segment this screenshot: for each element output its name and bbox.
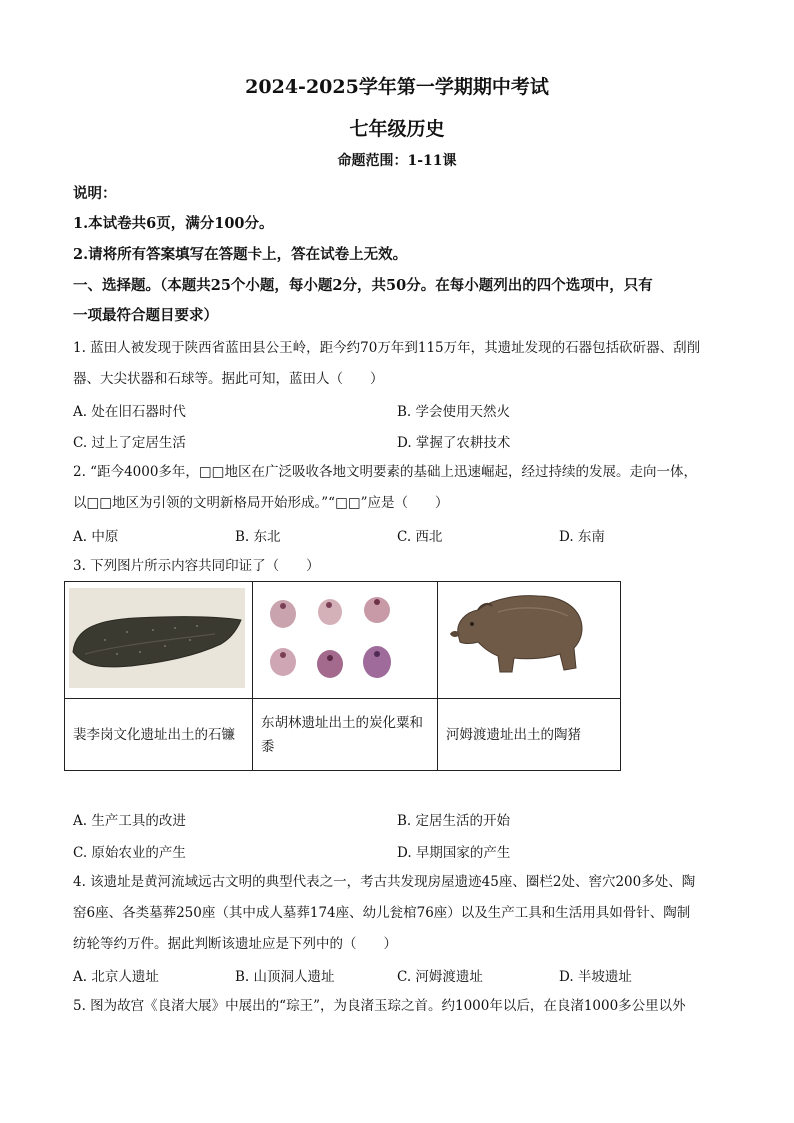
q4-stem-cont-2: 纺轮等约万件。据此判断该遗址应是下列中的（ ） (73, 936, 397, 952)
q1-option-b[interactable]: B. 学会使用天然火 (397, 404, 511, 420)
q3-stem: 3. 下列图片所示内容共同印证了（ ） (73, 558, 320, 574)
q2-stem-cont: 以□□地区为引领的文明新格局开始形成。”“□□”应是（ ） (73, 495, 449, 511)
stone-sickle-icon (65, 582, 251, 694)
q2-option-a[interactable]: A. 中原 (73, 529, 119, 545)
exam-subtitle: 七年级历史 (349, 118, 445, 140)
note-2: 2.请将所有答案填写在答题卡上，答在试卷上无效。 (73, 246, 408, 263)
q3-option-d[interactable]: D. 早期国家的产生 (397, 845, 511, 861)
q4-option-c[interactable]: C. 河姆渡遗址 (397, 969, 483, 985)
q3-option-c[interactable]: C. 原始农业的产生 (73, 845, 186, 861)
q1-option-c[interactable]: C. 过上了定居生活 (73, 435, 186, 451)
q4-option-d[interactable]: D. 半坡遗址 (559, 969, 632, 985)
stone-sickle-image (65, 582, 253, 699)
q5-stem: 5. 图为故宫《良渚大展》中展出的“琮王”，为良渚玉琮之首。约1000年以后，在良渚1000多公里以外 (73, 998, 686, 1014)
exam-title: 2024-2025学年第一学期期中考试 (245, 76, 549, 98)
pottery-pig-icon (438, 582, 619, 694)
q3-option-b[interactable]: B. 定居生活的开始 (397, 813, 511, 829)
notes-label: 说明： (73, 185, 117, 202)
q1-stem-cont: 器、大尖状器和石球等。据此可知，蓝田人（ ） (73, 371, 384, 387)
q3-option-a[interactable]: A. 生产工具的改进 (73, 813, 186, 829)
exam-scope: 命题范围：1-11课 (337, 153, 457, 169)
q4-option-a[interactable]: A. 北京人遗址 (73, 969, 159, 985)
q2-option-d[interactable]: D. 东南 (559, 529, 605, 545)
q4-stem-cont-1: 窑6座、各类墓葬250座（其中成人墓葬174座、幼儿瓮棺76座）以及生产工具和生活用具如骨针、陶制 (73, 905, 691, 921)
section-1-heading-cont: 一项最符合题目要求） (73, 307, 218, 324)
q2-option-b[interactable]: B. 东北 (235, 529, 281, 545)
q1-stem: 1. 蓝田人被发现于陕西省蓝田县公王岭，距今约70万年到115万年，其遗址发现的石器包括砍斫器、刮削 (73, 340, 701, 356)
stone-sickle-caption: 裴李岗文化遗址出土的石镰 (65, 699, 253, 771)
grain-seeds-icon (253, 582, 436, 694)
q2-stem: 2. “距今4000多年，□□地区在广泛吸收各地文明要素的基础上迅速崛起，经过持续的发展。走向一体， (73, 464, 697, 480)
pottery-pig-caption: 河姆渡遗址出土的陶猪 (438, 699, 621, 771)
q4-stem: 4. 该遗址是黄河流域远古文明的典型代表之一，考古共发现房屋遗迹45座、圈栏2处、窖穴200多处、陶 (73, 874, 696, 890)
q3-image-table (64, 581, 621, 771)
q1-option-d[interactable]: D. 掌握了农耕技术 (397, 435, 511, 451)
pottery-pig-image (438, 582, 621, 699)
section-1-heading: 一、选择题。（本题共25个小题，每小题2分，共50分。在每小题列出的四个选项中，只有 (73, 277, 653, 294)
q1-option-a[interactable]: A. 处在旧石器时代 (73, 404, 186, 420)
carbonized-grain-image (253, 582, 438, 699)
q2-option-c[interactable]: C. 西北 (397, 529, 443, 545)
carbonized-grain-caption: 东胡林遗址出土的炭化粟和黍 (253, 699, 438, 771)
q4-option-b[interactable]: B. 山顶洞人遗址 (235, 969, 335, 985)
note-1: 1.本试卷共6页，满分100分。 (73, 215, 274, 232)
